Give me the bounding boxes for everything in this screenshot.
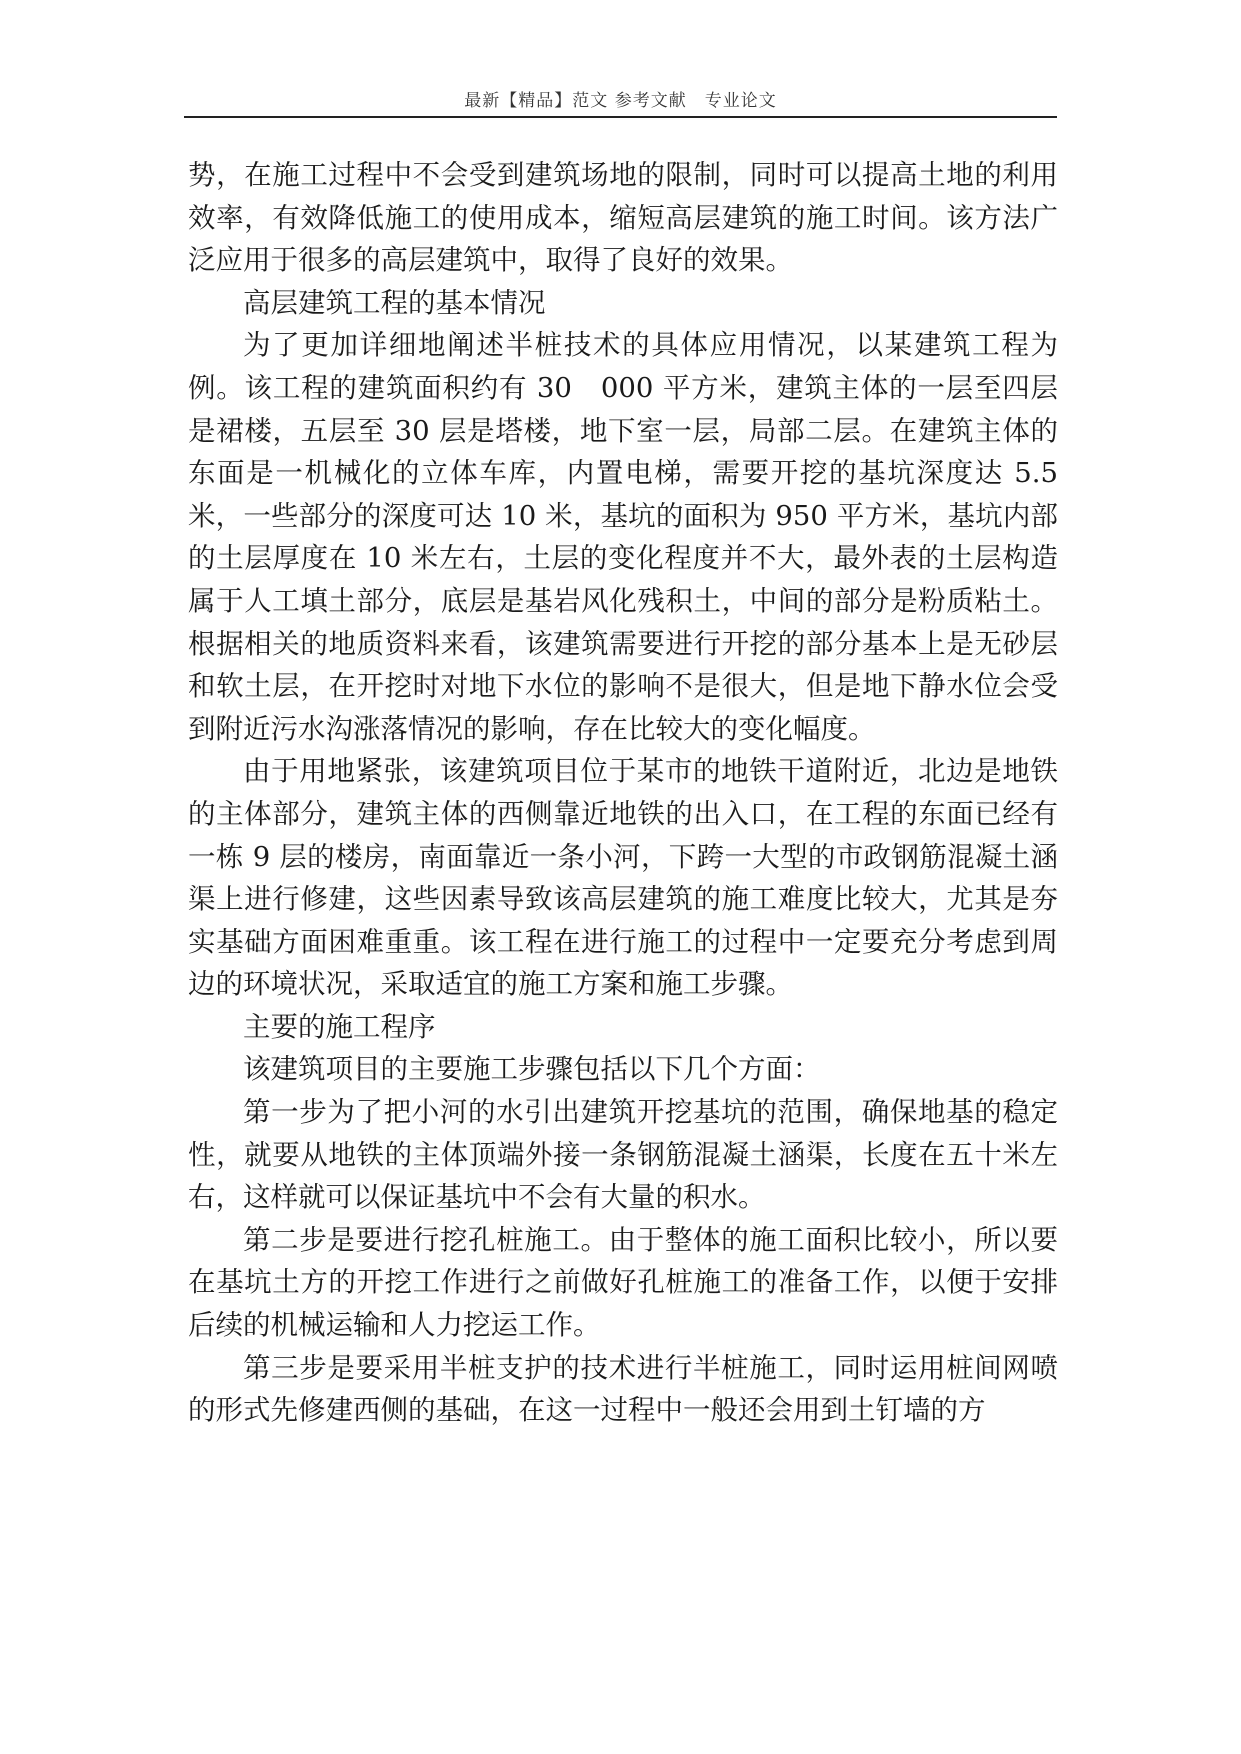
document-body xyxy=(188,154,1058,1432)
header-text: 最新【精品】范文 参考文献 专业论文 xyxy=(464,91,777,111)
paragraph-step-one: 第一步为了把小河的水引出建筑开挖基坑的范围，确保地基的稳定性，就要从地铁的主体顶端外接一条钢筋混凝土涵渠，长度在五十米左右，这样就可以保证基坑中不会有大量的积水。 xyxy=(188,1096,1058,1214)
paragraph-step-three: 第三步是要采用半桩支护的技术进行半桩施工，同时运用桩间网喷的形式先修建西侧的基础，在这一过程中一般还会用到土钉墙的方 xyxy=(188,1351,1058,1427)
section-heading-construction-procedure: 主要的施工程序 xyxy=(243,1010,436,1043)
page-header xyxy=(184,86,1057,118)
paragraph-steps-intro: 该建筑项目的主要施工步骤包括以下几个方面： xyxy=(243,1053,821,1086)
section-heading-basic-situation: 高层建筑工程的基本情况 xyxy=(243,286,546,319)
paragraph-continuation: 势，在施工过程中不会受到建筑场地的限制，同时可以提高土地的利用效率，有效降低施工的使用成本，缩短高层建筑的施工时间。该方法广泛应用于很多的高层建筑中，取得了良好的效果。 xyxy=(188,159,1058,277)
paragraph-site-constraints: 由于用地紧张，该建筑项目位于某市的地铁干道附近，北边是地铁的主体部分，建筑主体的西侧靠近地铁的出入口，在工程的东面已经有一栋 9 层的楼房，南面靠近一条小河，下跨一大型的市政钢筋混凝土涵渠上进行修建，这些因素导致该高层建筑的施工难度比较大，尤其是夯实基础方面困难重重。该工程在进行施工的过程中一定要充分考虑到周边的环境状况，采取适宜的施工方案和施工步骤。 xyxy=(188,755,1058,1001)
paragraph-step-two: 第二步是要进行挖孔桩施工。由于整体的施工面积比较小，所以要在基坑土方的开挖工作进行之前做好孔桩施工的准备工作，以便于安排后续的机械运输和人力挖运工作。 xyxy=(188,1223,1058,1342)
paragraph-project-overview: 为了更加详细地阐述半桩技术的具体应用情况，以某建筑工程为例。该工程的建筑面积约有 30 000 平方米，建筑主体的一层至四层是裙楼，五层至 30 层是塔楼，地下室一层，局部二层。在建筑主体的东面是一机械化的立体车库，内置电梯，需要开挖的基坑深度达 5.5 米，一些部分的深度可达 10 米，基坑的面积为 950 平方米，基坑内部的土层厚度在 10 米左右，土层的变化程度并不大，最外表的土层构造属于人工填土部分，底层是基岩风化残积土，中间的部分是粉质粘土。根据相关的地质资料来看，该建筑需要进行开挖的部分基本上是无砂层和软土层，在开挖时对地下水位的影响不是很大，但是地下静水位会受到附近污水沟涨落情况的影响，存在比较大的变化幅度。 xyxy=(188,329,1058,745)
